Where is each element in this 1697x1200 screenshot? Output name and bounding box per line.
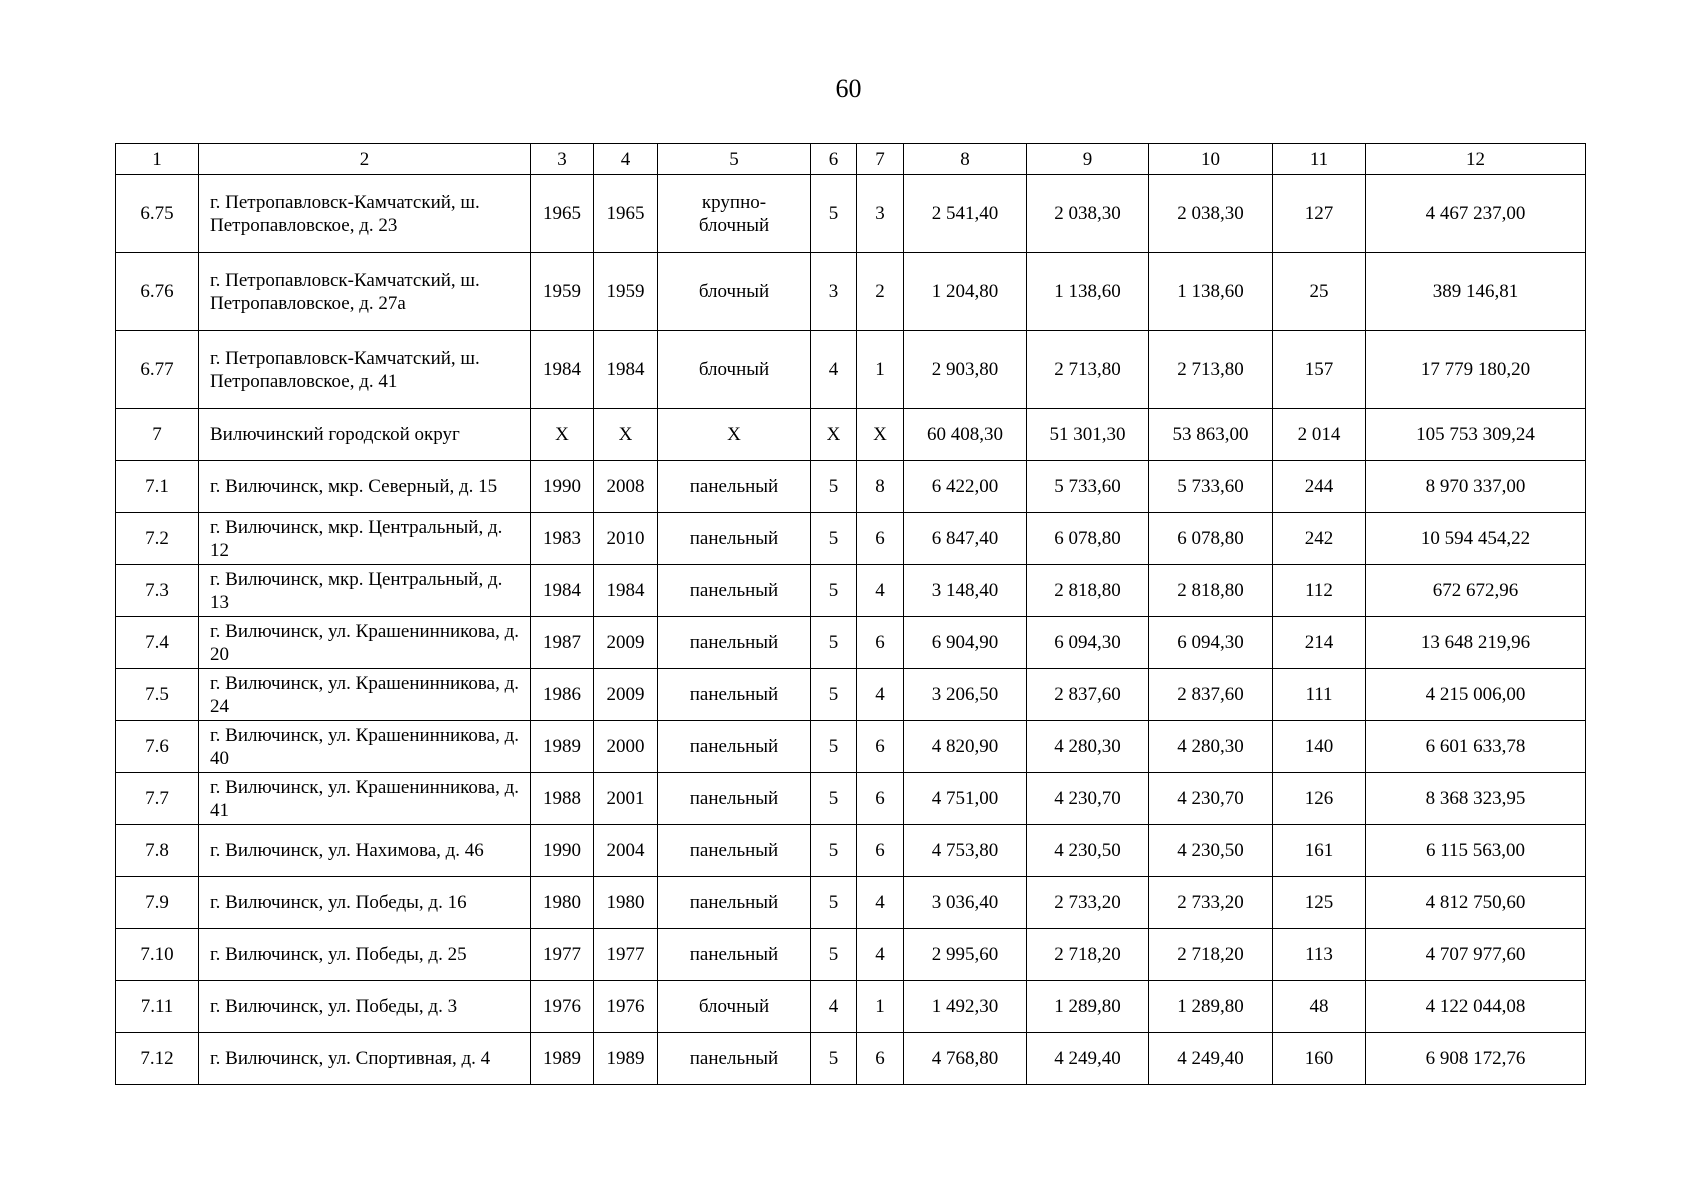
address-cell: г. Вилючинск, ул. Крашенинникова, д. 20 — [199, 617, 531, 669]
year-built-cell: 1977 — [531, 929, 594, 981]
total-area-cell: 3 148,40 — [904, 565, 1027, 617]
residents-cell: 157 — [1273, 331, 1366, 409]
table-row — [116, 331, 1586, 409]
residential-area-cell: 6 078,80 — [1149, 513, 1273, 565]
column-number-cell: 10 — [1149, 144, 1273, 175]
year-built-cell: 1987 — [531, 617, 594, 669]
row-number-cell: 7 — [116, 409, 199, 461]
wall-material-cell: панельный — [658, 461, 811, 513]
entrances-cell: Х — [857, 409, 904, 461]
entrances-cell: 6 — [857, 825, 904, 877]
table-row — [116, 409, 1586, 461]
living-area-cell: 2 818,80 — [1027, 565, 1149, 617]
residents-cell: 140 — [1273, 721, 1366, 773]
living-area-cell: 51 301,30 — [1027, 409, 1149, 461]
total-area-cell: 6 904,90 — [904, 617, 1027, 669]
cost-cell: 4 467 237,00 — [1366, 175, 1586, 253]
wall-material-cell: блочный — [658, 981, 811, 1033]
row-number-cell: 7.3 — [116, 565, 199, 617]
living-area-cell: 6 078,80 — [1027, 513, 1149, 565]
total-area-cell: 2 995,60 — [904, 929, 1027, 981]
year-built-cell: Х — [531, 409, 594, 461]
cost-cell: 389 146,81 — [1366, 253, 1586, 331]
cost-cell: 6 908 172,76 — [1366, 1033, 1586, 1085]
column-number-cell: 8 — [904, 144, 1027, 175]
year-built-cell: 1986 — [531, 669, 594, 721]
column-number-cell: 1 — [116, 144, 199, 175]
cost-cell: 13 648 219,96 — [1366, 617, 1586, 669]
residents-cell: 161 — [1273, 825, 1366, 877]
column-number-cell: 11 — [1273, 144, 1366, 175]
total-area-cell: 3 206,50 — [904, 669, 1027, 721]
year-renovated-cell: 2008 — [594, 461, 658, 513]
living-area-cell: 4 230,70 — [1027, 773, 1149, 825]
entrances-cell: 6 — [857, 721, 904, 773]
year-built-cell: 1965 — [531, 175, 594, 253]
table-row — [116, 253, 1586, 331]
cost-cell: 6 601 633,78 — [1366, 721, 1586, 773]
total-area-cell: 1 492,30 — [904, 981, 1027, 1033]
residential-area-cell: 2 733,20 — [1149, 877, 1273, 929]
total-area-cell: 6 422,00 — [904, 461, 1027, 513]
wall-material-cell: панельный — [658, 669, 811, 721]
wall-material-cell: панельный — [658, 825, 811, 877]
cost-cell: 4 707 977,60 — [1366, 929, 1586, 981]
column-number-cell: 12 — [1366, 144, 1586, 175]
table-row — [116, 617, 1586, 669]
year-built-cell: 1980 — [531, 877, 594, 929]
residential-area-cell: 1 289,80 — [1149, 981, 1273, 1033]
row-number-cell: 7.11 — [116, 981, 199, 1033]
housing-registry-table — [115, 143, 1586, 1085]
wall-material-cell: панельный — [658, 1033, 811, 1085]
column-number-cell: 4 — [594, 144, 658, 175]
year-renovated-cell: 1976 — [594, 981, 658, 1033]
entrances-cell: 2 — [857, 253, 904, 331]
residential-area-cell: 6 094,30 — [1149, 617, 1273, 669]
residents-cell: 111 — [1273, 669, 1366, 721]
address-cell: г. Вилючинск, ул. Победы, д. 25 — [199, 929, 531, 981]
table-row — [116, 1033, 1586, 1085]
address-cell: Вилючинский городской округ — [199, 409, 531, 461]
table-row — [116, 669, 1586, 721]
year-renovated-cell: 2009 — [594, 617, 658, 669]
entrances-cell: 6 — [857, 1033, 904, 1085]
year-built-cell: 1976 — [531, 981, 594, 1033]
wall-material-cell: панельный — [658, 565, 811, 617]
cost-cell: 4 122 044,08 — [1366, 981, 1586, 1033]
floors-cell: 5 — [811, 773, 857, 825]
year-renovated-cell: 1977 — [594, 929, 658, 981]
row-number-cell: 7.7 — [116, 773, 199, 825]
entrances-cell: 4 — [857, 669, 904, 721]
floors-cell: 5 — [811, 929, 857, 981]
row-number-cell: 7.5 — [116, 669, 199, 721]
residents-cell: 127 — [1273, 175, 1366, 253]
living-area-cell: 2 718,20 — [1027, 929, 1149, 981]
year-renovated-cell: 1984 — [594, 565, 658, 617]
cost-cell: 10 594 454,22 — [1366, 513, 1586, 565]
residential-area-cell: 2 818,80 — [1149, 565, 1273, 617]
row-number-cell: 6.77 — [116, 331, 199, 409]
table-row — [116, 721, 1586, 773]
address-cell: г. Вилючинск, ул. Победы, д. 16 — [199, 877, 531, 929]
floors-cell: 5 — [811, 461, 857, 513]
living-area-cell: 1 138,60 — [1027, 253, 1149, 331]
year-renovated-cell: 1965 — [594, 175, 658, 253]
residents-cell: 25 — [1273, 253, 1366, 331]
year-built-cell: 1984 — [531, 331, 594, 409]
residential-area-cell: 2 038,30 — [1149, 175, 1273, 253]
year-built-cell: 1989 — [531, 721, 594, 773]
total-area-cell: 1 204,80 — [904, 253, 1027, 331]
year-renovated-cell: 2010 — [594, 513, 658, 565]
residential-area-cell: 4 230,70 — [1149, 773, 1273, 825]
wall-material-cell: панельный — [658, 617, 811, 669]
table-row — [116, 877, 1586, 929]
cost-cell: 6 115 563,00 — [1366, 825, 1586, 877]
floors-cell: 4 — [811, 981, 857, 1033]
year-built-cell: 1990 — [531, 461, 594, 513]
wall-material-cell: панельный — [658, 513, 811, 565]
residents-cell: 126 — [1273, 773, 1366, 825]
column-number-cell: 5 — [658, 144, 811, 175]
residential-area-cell: 2 837,60 — [1149, 669, 1273, 721]
column-number-cell: 6 — [811, 144, 857, 175]
address-cell: г. Петропавловск-Камчатский, ш. Петропавловское, д. 41 — [199, 331, 531, 409]
year-renovated-cell: 2004 — [594, 825, 658, 877]
entrances-cell: 4 — [857, 929, 904, 981]
year-built-cell: 1983 — [531, 513, 594, 565]
living-area-cell: 2 837,60 — [1027, 669, 1149, 721]
row-number-cell: 7.4 — [116, 617, 199, 669]
entrances-cell: 6 — [857, 513, 904, 565]
total-area-cell: 60 408,30 — [904, 409, 1027, 461]
floors-cell: 5 — [811, 669, 857, 721]
residential-area-cell: 4 249,40 — [1149, 1033, 1273, 1085]
column-number-cell: 3 — [531, 144, 594, 175]
total-area-cell: 6 847,40 — [904, 513, 1027, 565]
floors-cell: Х — [811, 409, 857, 461]
address-cell: г. Вилючинск, ул. Крашенинникова, д. 40 — [199, 721, 531, 773]
address-cell: г. Вилючинск, мкр. Центральный, д. 13 — [199, 565, 531, 617]
table-row — [116, 929, 1586, 981]
address-cell: г. Вилючинск, ул. Крашенинникова, д. 41 — [199, 773, 531, 825]
table-row — [116, 175, 1586, 253]
year-renovated-cell: 2001 — [594, 773, 658, 825]
living-area-cell: 1 289,80 — [1027, 981, 1149, 1033]
residents-cell: 2 014 — [1273, 409, 1366, 461]
address-cell: г. Петропавловск-Камчатский, ш. Петропавловское, д. 27а — [199, 253, 531, 331]
year-renovated-cell: 1980 — [594, 877, 658, 929]
year-built-cell: 1989 — [531, 1033, 594, 1085]
floors-cell: 5 — [811, 617, 857, 669]
wall-material-cell: панельный — [658, 721, 811, 773]
cost-cell: 4 812 750,60 — [1366, 877, 1586, 929]
total-area-cell: 4 751,00 — [904, 773, 1027, 825]
total-area-cell: 4 768,80 — [904, 1033, 1027, 1085]
wall-material-cell: Х — [658, 409, 811, 461]
living-area-cell: 4 249,40 — [1027, 1033, 1149, 1085]
residents-cell: 244 — [1273, 461, 1366, 513]
residential-area-cell: 5 733,60 — [1149, 461, 1273, 513]
year-built-cell: 1984 — [531, 565, 594, 617]
address-cell: г. Петропавловск-Камчатский, ш. Петропавловское, д. 23 — [199, 175, 531, 253]
row-number-cell: 6.75 — [116, 175, 199, 253]
residential-area-cell: 2 713,80 — [1149, 331, 1273, 409]
residential-area-cell: 1 138,60 — [1149, 253, 1273, 331]
cost-cell: 105 753 309,24 — [1366, 409, 1586, 461]
cost-cell: 672 672,96 — [1366, 565, 1586, 617]
residential-area-cell: 4 230,50 — [1149, 825, 1273, 877]
entrances-cell: 8 — [857, 461, 904, 513]
column-number-cell: 9 — [1027, 144, 1149, 175]
address-cell: г. Вилючинск, ул. Нахимова, д. 46 — [199, 825, 531, 877]
cost-cell: 8 368 323,95 — [1366, 773, 1586, 825]
entrances-cell: 4 — [857, 565, 904, 617]
total-area-cell: 2 541,40 — [904, 175, 1027, 253]
address-cell: г. Вилючинск, ул. Спортивная, д. 4 — [199, 1033, 531, 1085]
row-number-cell: 6.76 — [116, 253, 199, 331]
wall-material-cell: блочный — [658, 331, 811, 409]
residents-cell: 160 — [1273, 1033, 1366, 1085]
residential-area-cell: 2 718,20 — [1149, 929, 1273, 981]
year-built-cell: 1990 — [531, 825, 594, 877]
row-number-cell: 7.9 — [116, 877, 199, 929]
page-number: 60 — [835, 74, 862, 103]
address-cell: г. Вилючинск, ул. Победы, д. 3 — [199, 981, 531, 1033]
entrances-cell: 3 — [857, 175, 904, 253]
year-renovated-cell: 1989 — [594, 1033, 658, 1085]
year-renovated-cell: 2009 — [594, 669, 658, 721]
table-row — [116, 825, 1586, 877]
floors-cell: 4 — [811, 331, 857, 409]
floors-cell: 5 — [811, 513, 857, 565]
living-area-cell: 2 713,80 — [1027, 331, 1149, 409]
floors-cell: 5 — [811, 1033, 857, 1085]
living-area-cell: 2 038,30 — [1027, 175, 1149, 253]
living-area-cell: 6 094,30 — [1027, 617, 1149, 669]
residents-cell: 125 — [1273, 877, 1366, 929]
cost-cell: 8 970 337,00 — [1366, 461, 1586, 513]
year-renovated-cell: 1984 — [594, 331, 658, 409]
wall-material-cell: крупно- блочный — [658, 175, 811, 253]
cost-cell: 4 215 006,00 — [1366, 669, 1586, 721]
column-number-cell: 2 — [199, 144, 531, 175]
wall-material-cell: панельный — [658, 877, 811, 929]
floors-cell: 5 — [811, 565, 857, 617]
entrances-cell: 6 — [857, 773, 904, 825]
living-area-cell: 4 280,30 — [1027, 721, 1149, 773]
address-cell: г. Вилючинск, ул. Крашенинникова, д. 24 — [199, 669, 531, 721]
living-area-cell: 5 733,60 — [1027, 461, 1149, 513]
row-number-cell: 7.2 — [116, 513, 199, 565]
floors-cell: 3 — [811, 253, 857, 331]
row-number-cell: 7.1 — [116, 461, 199, 513]
wall-material-cell: блочный — [658, 253, 811, 331]
row-number-cell: 7.6 — [116, 721, 199, 773]
address-cell: г. Вилючинск, мкр. Северный, д. 15 — [199, 461, 531, 513]
residents-cell: 48 — [1273, 981, 1366, 1033]
total-area-cell: 3 036,40 — [904, 877, 1027, 929]
entrances-cell: 6 — [857, 617, 904, 669]
floors-cell: 5 — [811, 175, 857, 253]
residents-cell: 112 — [1273, 565, 1366, 617]
total-area-cell: 4 753,80 — [904, 825, 1027, 877]
residential-area-cell: 4 280,30 — [1149, 721, 1273, 773]
year-renovated-cell: 1959 — [594, 253, 658, 331]
row-number-cell: 7.8 — [116, 825, 199, 877]
column-number-cell: 7 — [857, 144, 904, 175]
table-row — [116, 981, 1586, 1033]
residents-cell: 242 — [1273, 513, 1366, 565]
year-built-cell: 1959 — [531, 253, 594, 331]
table-row — [116, 513, 1586, 565]
floors-cell: 5 — [811, 721, 857, 773]
column-number-header — [116, 144, 1586, 175]
residents-cell: 113 — [1273, 929, 1366, 981]
address-cell: г. Вилючинск, мкр. Центральный, д. 12 — [199, 513, 531, 565]
floors-cell: 5 — [811, 877, 857, 929]
row-number-cell: 7.10 — [116, 929, 199, 981]
residents-cell: 214 — [1273, 617, 1366, 669]
entrances-cell: 1 — [857, 331, 904, 409]
floors-cell: 5 — [811, 825, 857, 877]
table-row — [116, 773, 1586, 825]
total-area-cell: 2 903,80 — [904, 331, 1027, 409]
row-number-cell: 7.12 — [116, 1033, 199, 1085]
year-renovated-cell: 2000 — [594, 721, 658, 773]
table-row — [116, 565, 1586, 617]
total-area-cell: 4 820,90 — [904, 721, 1027, 773]
living-area-cell: 4 230,50 — [1027, 825, 1149, 877]
wall-material-cell: панельный — [658, 929, 811, 981]
wall-material-cell: панельный — [658, 773, 811, 825]
year-renovated-cell: Х — [594, 409, 658, 461]
cost-cell: 17 779 180,20 — [1366, 331, 1586, 409]
living-area-cell: 2 733,20 — [1027, 877, 1149, 929]
table-row — [116, 461, 1586, 513]
entrances-cell: 1 — [857, 981, 904, 1033]
entrances-cell: 4 — [857, 877, 904, 929]
residential-area-cell: 53 863,00 — [1149, 409, 1273, 461]
year-built-cell: 1988 — [531, 773, 594, 825]
